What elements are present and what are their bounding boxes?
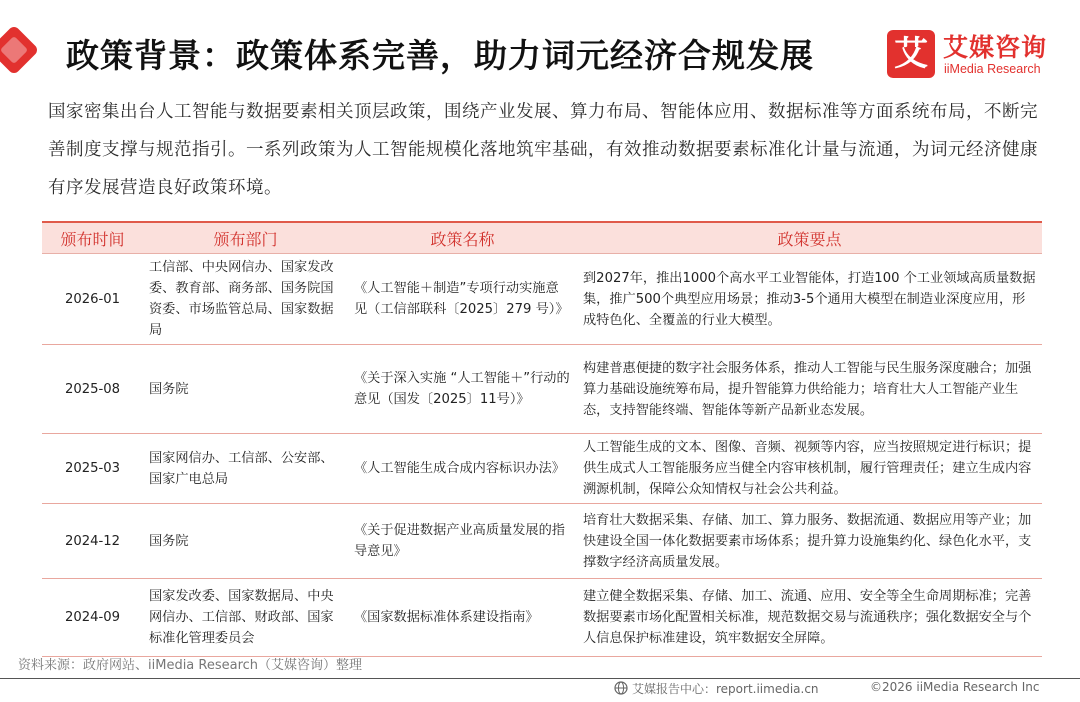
- copyright: ©2026 iiMedia Research Inc: [870, 680, 1040, 694]
- table-row: [42, 434, 1042, 504]
- cell-policy-points: 到2027年，推出1000个高水平工业智能体，打造100 个工业领域高质量数据集，推广500个典型应用场景；推动3-5个通用大模型在制造业深度应用，形成特色化、全覆盖的行业大模型。: [577, 254, 1042, 345]
- cell-date: 2026-01: [42, 254, 143, 345]
- report-center: [614, 680, 819, 697]
- cell-date: 2025-03: [42, 434, 143, 504]
- table-row: [42, 254, 1042, 345]
- table-header-row: [42, 222, 1042, 254]
- cell-department: 国务院: [143, 504, 348, 579]
- cell-date: 2024-12: [42, 504, 143, 579]
- report-center-link[interactable]: 艾媒报告中心：report.iimedia.cn: [632, 682, 819, 696]
- header-date: 颁布时间: [42, 222, 143, 254]
- table-row: [42, 579, 1042, 657]
- logo-mark: 艾: [887, 30, 935, 78]
- cell-policy-name: 《人工智能生成合成内容标识办法》: [348, 434, 577, 504]
- policy-table: [42, 221, 1042, 657]
- title-diamond-icon: [0, 18, 46, 82]
- iimedia-logo: [887, 28, 1067, 80]
- cell-policy-points: 建立健全数据采集、存储、加工、流通、应用、安全等全生命周期标准；完善数据要素市场化配置相关标准，规范数据交易与流通秩序；强化数据安全与个人信息保护标准建设，筑牢数据安全屏障。: [577, 579, 1042, 657]
- cell-department: 国家发改委、国家数据局、中央网信办、工信部、财政部、国家标准化管理委员会: [143, 579, 348, 657]
- logo-english-name: iiMedia Research: [944, 62, 1041, 76]
- header-policy-points: 政策要点: [577, 222, 1042, 254]
- cell-policy-name: 《关于促进数据产业高质量发展的指导意见》: [348, 504, 577, 579]
- cell-policy-points: 人工智能生成的文本、图像、音频、视频等内容，应当按照规定进行标识；提供生成式人工智能服务应当健全内容审核机制，履行管理责任；建立生成内容溯源机制，保障公众知情权与社会公共利益。: [577, 434, 1042, 504]
- cell-department: 国务院: [143, 345, 348, 434]
- logo-chinese-name: 艾媒咨询: [943, 33, 1048, 62]
- footer-divider: [0, 678, 1080, 679]
- header-policy-name: 政策名称: [348, 222, 577, 254]
- cell-department: 国家网信办、工信部、公安部、国家广电总局: [143, 434, 348, 504]
- cell-policy-name: 《关于深入实施 “人工智能＋”行动的意见（国发〔2025〕11号）》: [348, 345, 577, 434]
- cell-date: 2024-09: [42, 579, 143, 657]
- cell-policy-name: 《国家数据标准体系建设指南》: [348, 579, 577, 657]
- page-title: 政策背景：政策体系完善，助力词元经济合规发展: [66, 36, 814, 75]
- header-department: 颁布部门: [143, 222, 348, 254]
- cell-policy-name: 《人工智能＋制造”专项行动实施意见（工信部联科〔2025〕279 号）》: [348, 254, 577, 345]
- cell-policy-points: 构建普惠便捷的数字社会服务体系，推动人工智能与民生服务深度融合；加强算力基础设施统筹布局，提升智能算力供给能力；培育壮大人工智能产业生态，支持智能终端、智能体等新产品新业态发展。: [577, 345, 1042, 434]
- intro-paragraph: 国家密集出台人工智能与数据要素相关顶层政策，围绕产业发展、算力布局、智能体应用、数据标准等方面系统布局，不断完善制度支撑与规范指引。一系列政策为人工智能规模化落地筑牢基础，有效推动数据要素标准化计量与流通，为词元经济健康有序发展营造良好政策环境。: [48, 102, 1038, 198]
- globe-icon: [614, 681, 628, 695]
- cell-department: 工信部、中央网信办、国家发改委、教育部、商务部、国务院国资委、市场监管总局、国家数据局: [143, 254, 348, 345]
- table-row: [42, 504, 1042, 579]
- cell-date: 2025-08: [42, 345, 143, 434]
- cell-policy-points: 培育壮大数据采集、存储、加工、算力服务、数据流通、数据应用等产业；加快建设全国一体化数据要素市场体系；提升算力设施集约化、绿色化水平，支撑数字经济高质量发展。: [577, 504, 1042, 579]
- table-row: [42, 345, 1042, 434]
- source-note: 资料来源：政府网站、iiMedia Research（艾媒咨询）整理: [18, 658, 363, 673]
